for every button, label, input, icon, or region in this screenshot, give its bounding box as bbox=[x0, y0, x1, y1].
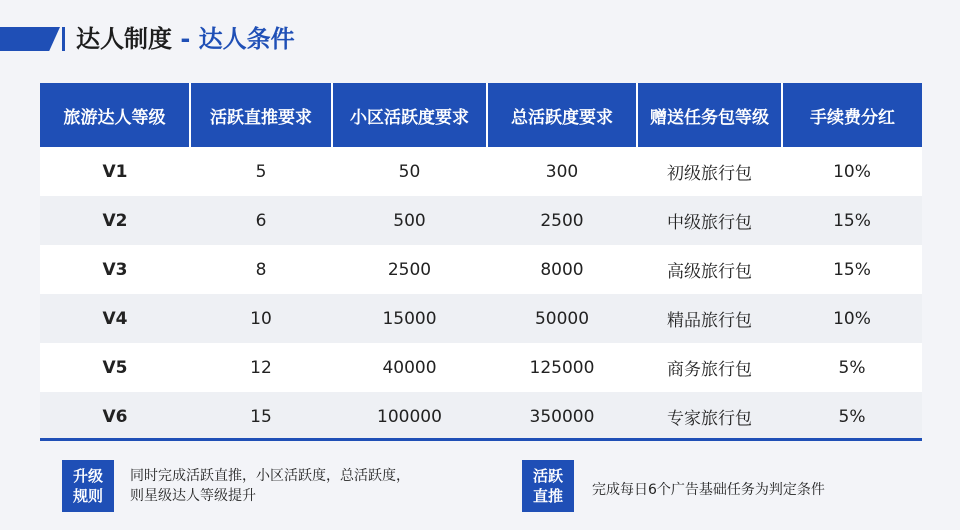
cell-fee-dividend: 5% bbox=[782, 392, 922, 441]
page-header bbox=[0, 0, 960, 80]
column-header-task-package: 赠送任务包等级 bbox=[637, 83, 782, 147]
title-separator: - bbox=[172, 25, 199, 53]
cell-direct-referral: 8 bbox=[190, 245, 332, 294]
table-header-row bbox=[40, 83, 922, 147]
cell-total-activity: 125000 bbox=[487, 343, 637, 392]
cell-level: V1 bbox=[40, 147, 190, 196]
active-badge-line2: 直推 bbox=[532, 487, 563, 505]
cell-community-activity: 40000 bbox=[332, 343, 487, 392]
cell-direct-referral: 15 bbox=[190, 392, 332, 441]
column-header-total-activity: 总活跃度要求 bbox=[487, 83, 637, 147]
upgrade-badge-line2: 规则 bbox=[72, 487, 103, 505]
cell-community-activity: 2500 bbox=[332, 245, 487, 294]
table-row bbox=[40, 392, 922, 441]
cell-fee-dividend: 10% bbox=[782, 294, 922, 343]
cell-community-activity: 15000 bbox=[332, 294, 487, 343]
table-row bbox=[40, 147, 922, 196]
upgrade-badge-line1: 升级 bbox=[72, 467, 103, 485]
upgrade-rule-badge bbox=[62, 460, 114, 512]
cell-fee-dividend: 10% bbox=[782, 147, 922, 196]
table-row bbox=[40, 196, 922, 245]
upgrade-rule-line1: 同时完成活跃直推，小区活跃度，总活跃度， bbox=[130, 468, 410, 484]
cell-total-activity: 8000 bbox=[487, 245, 637, 294]
cell-direct-referral: 5 bbox=[190, 147, 332, 196]
cell-level: V5 bbox=[40, 343, 190, 392]
table-row bbox=[40, 294, 922, 343]
cell-task-package: 商务旅行包 bbox=[637, 343, 782, 392]
cell-level: V3 bbox=[40, 245, 190, 294]
title-sub: 达人条件 bbox=[198, 25, 295, 53]
upgrade-rule-text bbox=[130, 466, 410, 506]
table-row bbox=[40, 343, 922, 392]
cell-direct-referral: 12 bbox=[190, 343, 332, 392]
cell-level: V6 bbox=[40, 392, 190, 441]
cell-direct-referral: 6 bbox=[190, 196, 332, 245]
active-referral-badge bbox=[522, 460, 574, 512]
column-header-fee-dividend: 手续费分红 bbox=[782, 83, 922, 147]
cell-direct-referral: 10 bbox=[190, 294, 332, 343]
cell-fee-dividend: 15% bbox=[782, 245, 922, 294]
cell-fee-dividend: 15% bbox=[782, 196, 922, 245]
header-accent-bar bbox=[0, 27, 60, 51]
cell-fee-dividend: 5% bbox=[782, 343, 922, 392]
cell-community-activity: 100000 bbox=[332, 392, 487, 441]
column-header-level: 旅游达人等级 bbox=[40, 83, 190, 147]
cell-task-package: 中级旅行包 bbox=[637, 196, 782, 245]
cell-level: V4 bbox=[40, 294, 190, 343]
title-main: 达人制度 bbox=[76, 25, 172, 53]
table-bottom-rule bbox=[40, 438, 922, 441]
cell-total-activity: 350000 bbox=[487, 392, 637, 441]
page-title bbox=[76, 22, 295, 56]
table-row bbox=[40, 245, 922, 294]
cell-total-activity: 50000 bbox=[487, 294, 637, 343]
cell-task-package: 高级旅行包 bbox=[637, 245, 782, 294]
level-table-container bbox=[40, 83, 922, 441]
cell-community-activity: 500 bbox=[332, 196, 487, 245]
active-badge-line1: 活跃 bbox=[532, 467, 563, 485]
column-header-community-activity: 小区活跃度要求 bbox=[332, 83, 487, 147]
column-header-direct-referral: 活跃直推要求 bbox=[190, 83, 332, 147]
cell-total-activity: 300 bbox=[487, 147, 637, 196]
header-divider bbox=[62, 27, 65, 51]
level-table bbox=[40, 83, 922, 441]
cell-total-activity: 2500 bbox=[487, 196, 637, 245]
active-referral-text: 完成每日6个广告基础任务为判定条件 bbox=[592, 482, 825, 498]
cell-community-activity: 50 bbox=[332, 147, 487, 196]
upgrade-rule-line2: 则星级达人等级提升 bbox=[130, 488, 256, 504]
cell-task-package: 初级旅行包 bbox=[637, 147, 782, 196]
cell-level: V2 bbox=[40, 196, 190, 245]
cell-task-package: 专家旅行包 bbox=[637, 392, 782, 441]
cell-task-package: 精品旅行包 bbox=[637, 294, 782, 343]
